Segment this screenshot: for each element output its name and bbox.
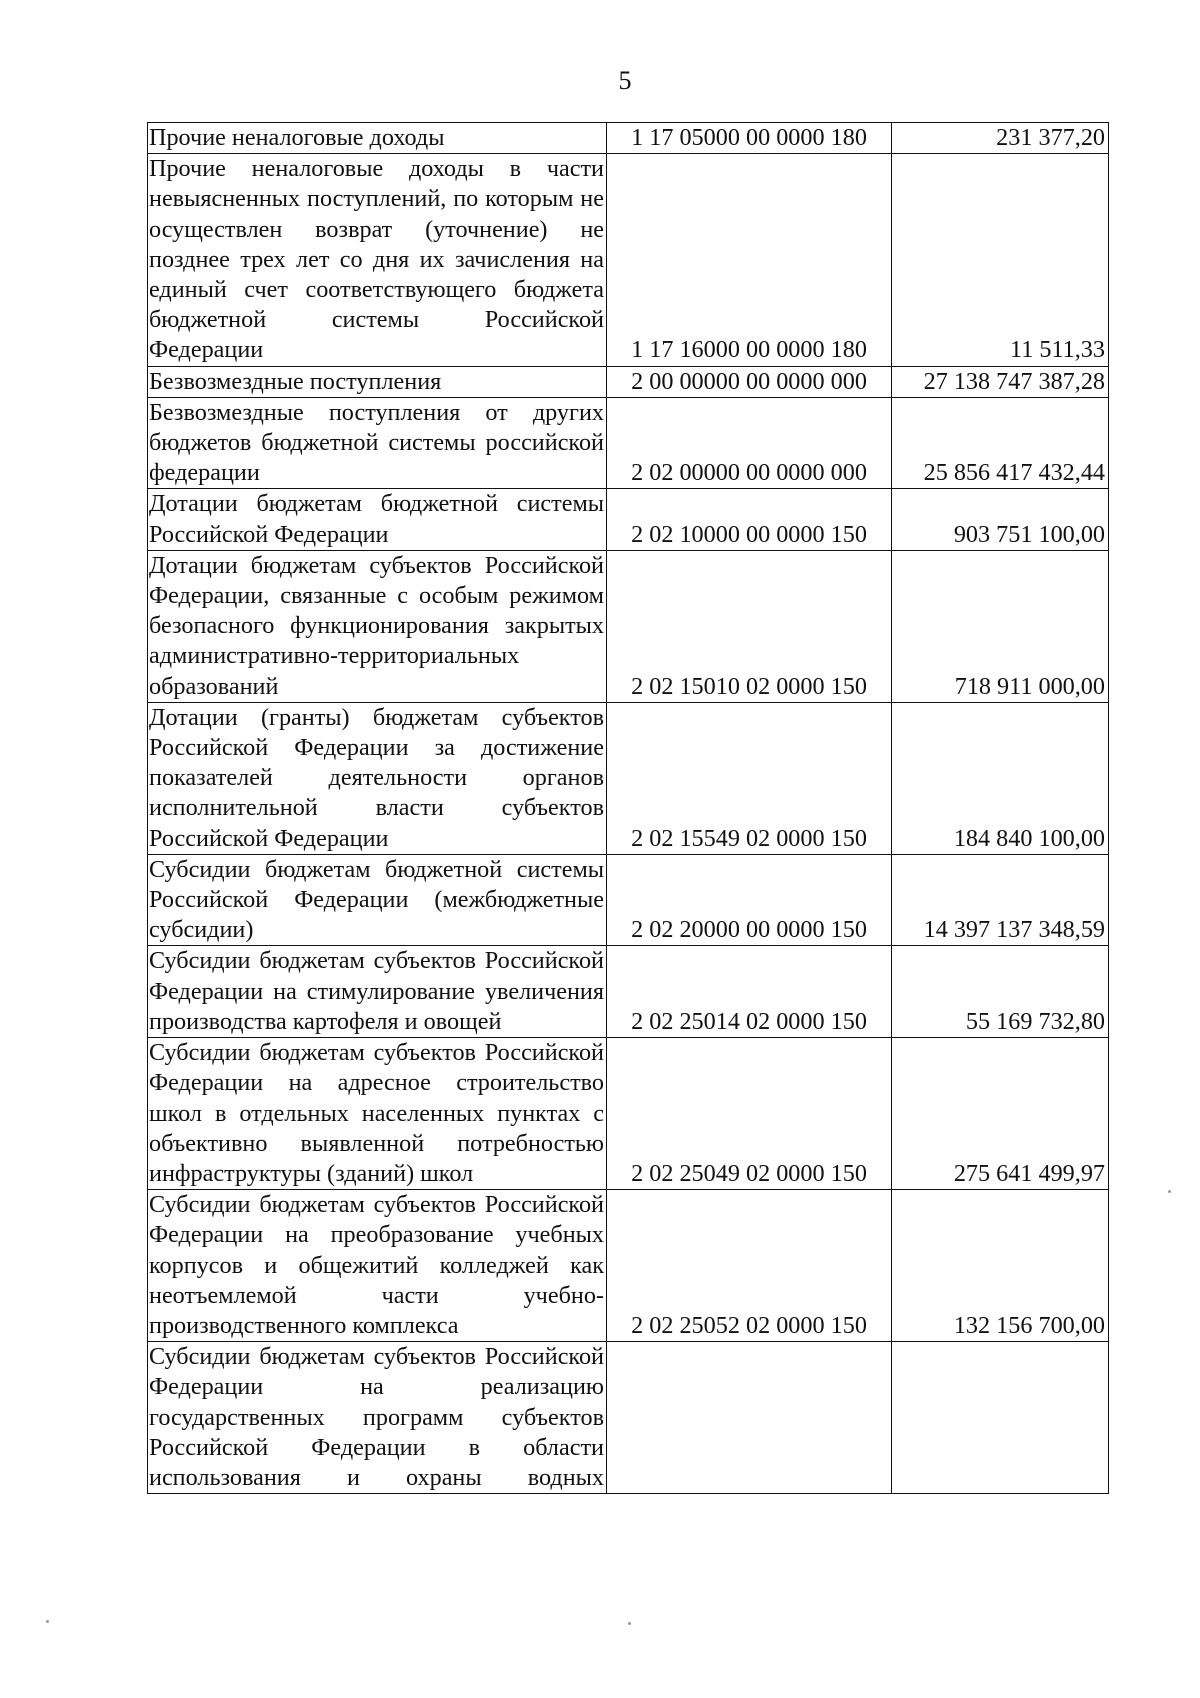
table-row	[148, 1190, 1109, 1342]
revenue-name-cell: Субсидии бюджетам бюджетной системы Российской Федерации (межбюджетные субсидии)	[148, 854, 607, 946]
revenue-name-cell: Дотации бюджетам субъектов Российской Федерации, связанные с особым режимом безопасного функционирования закрытых административно-территориальных образований	[148, 550, 607, 702]
scan-speck	[46, 1620, 49, 1623]
budget-code-cell: 2 02 10000 00 0000 150	[607, 489, 892, 550]
revenue-name-cell: Субсидии бюджетам субъектов Российской Федерации на адресное строительство школ в отдельных населенных пунктах с объективно выявленной потребностью инфраструктуры (зданий) школ	[148, 1038, 607, 1190]
amount-cell: 27 138 747 387,28	[892, 366, 1109, 397]
table-row	[148, 1342, 1109, 1494]
budget-code-cell: 2 02 25014 02 0000 150	[607, 946, 892, 1038]
table-row	[148, 123, 1109, 154]
revenue-name-cell: Субсидии бюджетам субъектов Российской Федерации на стимулирование увеличения производства картофеля и овощей	[148, 946, 607, 1038]
amount-cell	[892, 1342, 1109, 1494]
budget-code-cell: 2 02 25052 02 0000 150	[607, 1190, 892, 1342]
table-row	[148, 702, 1109, 854]
table-row	[148, 854, 1109, 946]
table-row	[148, 489, 1109, 550]
revenue-name-cell: Безвозмездные поступления от других бюджетов бюджетной системы российской федерации	[148, 397, 607, 489]
page-number: 5	[618, 66, 632, 95]
amount-cell: 14 397 137 348,59	[892, 854, 1109, 946]
budget-code-cell: 2 02 15010 02 0000 150	[607, 550, 892, 702]
budget-code-cell	[607, 1342, 892, 1494]
amount-cell: 25 856 417 432,44	[892, 397, 1109, 489]
budget-code-cell: 2 02 20000 00 0000 150	[607, 854, 892, 946]
amount-cell: 718 911 000,00	[892, 550, 1109, 702]
budget-code-cell: 1 17 16000 00 0000 180	[607, 154, 892, 366]
revenue-name-cell: Прочие неналоговые доходы в части невыясненных поступлений, по которым не осуществлен возврат (уточнение) не позднее трех лет со дня их зачисления на единый счет соответствующего бюджета бюджетной системы Российской Федерации	[148, 154, 607, 366]
table-row	[148, 397, 1109, 489]
table-row	[148, 946, 1109, 1038]
revenue-name-cell: Дотации бюджетам бюджетной системы Российской Федерации	[148, 489, 607, 550]
budget-code-cell: 2 00 00000 00 0000 000	[607, 366, 892, 397]
revenue-name-cell: Дотации (гранты) бюджетам субъектов Российской Федерации за достижение показателей деятельности органов исполнительной власти субъектов Российской Федерации	[148, 702, 607, 854]
scan-speck	[628, 1622, 631, 1625]
scan-speck	[1168, 1190, 1171, 1193]
budget-code-cell: 2 02 25049 02 0000 150	[607, 1038, 892, 1190]
revenue-name-cell: Прочие неналоговые доходы	[148, 123, 607, 154]
table-row	[148, 154, 1109, 366]
amount-cell: 903 751 100,00	[892, 489, 1109, 550]
table-row	[148, 366, 1109, 397]
table-row	[148, 550, 1109, 702]
table-row	[148, 1038, 1109, 1190]
amount-cell: 275 641 499,97	[892, 1038, 1109, 1190]
budget-code-cell: 2 02 00000 00 0000 000	[607, 397, 892, 489]
amount-cell: 231 377,20	[892, 123, 1109, 154]
budget-code-cell: 2 02 15549 02 0000 150	[607, 702, 892, 854]
budget-code-cell: 1 17 05000 00 0000 180	[607, 123, 892, 154]
revenue-name-cell: Субсидии бюджетам субъектов Российской Федерации на реализацию государственных программ субъектов Российской Федерации в области использования и охраны водных	[148, 1342, 607, 1494]
amount-cell: 132 156 700,00	[892, 1190, 1109, 1342]
budget-revenue-table	[147, 122, 1109, 1494]
amount-cell: 184 840 100,00	[892, 702, 1109, 854]
amount-cell: 11 511,33	[892, 154, 1109, 366]
amount-cell: 55 169 732,80	[892, 946, 1109, 1038]
revenue-name-cell: Безвозмездные поступления	[148, 366, 607, 397]
revenue-name-cell: Субсидии бюджетам субъектов Российской Федерации на преобразование учебных корпусов и общежитий колледжей как неотъемлемой части учебно-производственного комплекса	[148, 1190, 607, 1342]
